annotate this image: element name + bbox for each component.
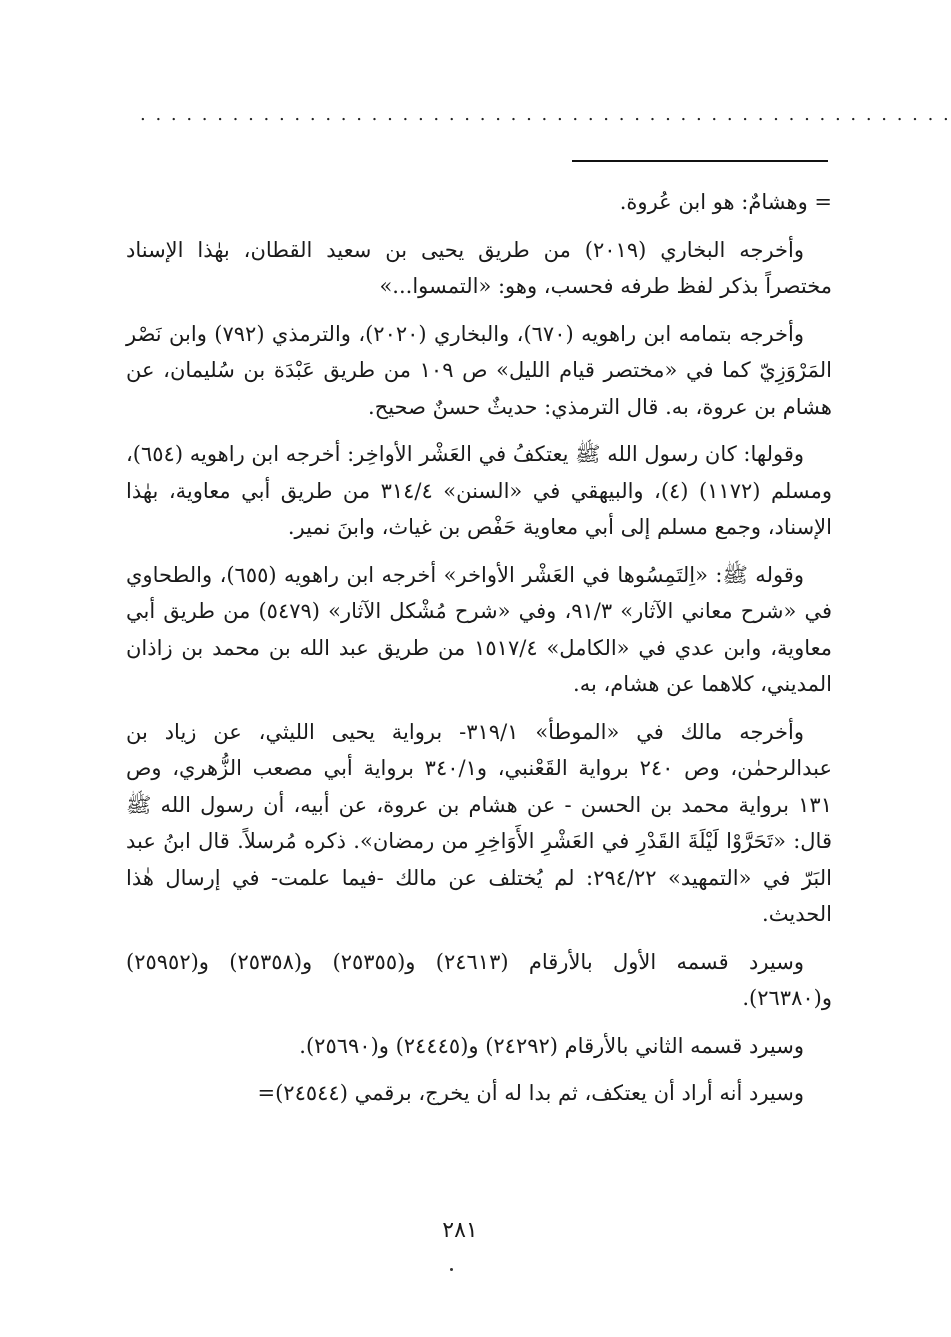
footnote-paragraph: وسيرد قسمه الأول بالأرقام (٢٤٦١٣) و(٢٥٣٥٥) و(٢٥٣٥٨) و(٢٥٩٥٢) و(٢٦٣٨٠). [126, 949, 832, 1010]
footnote-paragraph: وأخرجه بتمامه ابن راهويه (٦٧٠)، والبخاري (٢٠٢٠)، والترمذي (٧٩٢) وابن نَصْر المَرْوَزِيّ كما في «مختصر قيام الليل» ص ١٠٩ من طريق عَبْدَة بن سُليمان، عن هشام بن عروة، به. قال الترمذي: حديثٌ حسنٌ صحيح. [126, 321, 832, 419]
footnote-paragraph: وقولها: كان رسول الله ﷺ يعتكفُ في العَشْر الأواخِر: أخرجه ابن راهويه (٦٥٤)، ومسلم (١١٧٢) (٤)، والبيهقي في «السنن» ٣١٤/٤ من طريق أبي معاوية، بهٰذا الإسناد، وجمع مسلم إلى أبي معاوية حَفْص بن غياث، وابنَ نمير. [126, 442, 832, 539]
footnote-rule [572, 160, 828, 162]
print-speck [450, 1268, 453, 1271]
footnote-paragraph: وأخرجه مالك في «الموطأ» ٣١٩/١- برواية يحيى الليثي، عن زياد بن عبدالرحمٰن، وص ٢٤٠ برواية القَعْنبي، و٣٤٠/١ برواية أبي مصعب الزُّهري، وص ١٣١ برواية محمد بن الحسن - عن هشام بن عروة، عن أبيه، أن رسول الله ﷺ قال: «تَحَرَّوْا لَيْلَةَ القَدْرِ في العَشْرِ الأَوَاخِرِ من رمضان». ذكره مُرسلاً. قال ابنُ عبد البَرّ في «التمهيد» ٢٩٤/٢٢: لم يُختلف عن مالك -فيما علمت- في إرسال هٰذا الحديث. [126, 719, 833, 926]
separator-dots: . . . . . . . . . . . . . . . . . . . . . . . . . . . . . . . . . . . . . . . . . . . . . . . . . . . . . [140, 104, 951, 125]
footnote-paragraph: وقوله ﷺ: «اِلتَمِسُوها في العَشْر الأواخر» أخرجه ابن راهويه (٦٥٥)، والطحاوي في «شرح معاني الآثار» ٩١/٣، وفي «شرح مُشْكل الآثار» (٥٤٧٩) من طريق أبي معاوية، وابن عدي في «الكامل» ١٥١٧/٤ من طريق عبد الله بن محمد بن زاذان المديني، كلاهما عن هشام، به. [126, 562, 833, 696]
footnote-body [126, 184, 832, 1112]
footnote-paragraph: = وهشامٌ: هو ابن عُروة. [619, 190, 832, 214]
footnote-paragraph: وسيرد أنه أراد أن يعتكف، ثم بدا له أن يخرج، برقمي (٢٤٥٤٤)= [257, 1081, 804, 1105]
footnote-paragraph: وسيرد قسمه الثاني بالأرقام (٢٤٢٩٢) و(٢٤٤٤٥) و(٢٥٦٩٠). [299, 1033, 804, 1058]
footnote-paragraph: وأخرجه البخاري (٢٠١٩) من طريق يحيى بن سعيد القطان، بهٰذا الإسناد مختصراً بذكر لفظ طرفه فحسب، وهو: «التمسوا...» [126, 237, 832, 298]
page-number: ٢٨١ [442, 1218, 478, 1243]
